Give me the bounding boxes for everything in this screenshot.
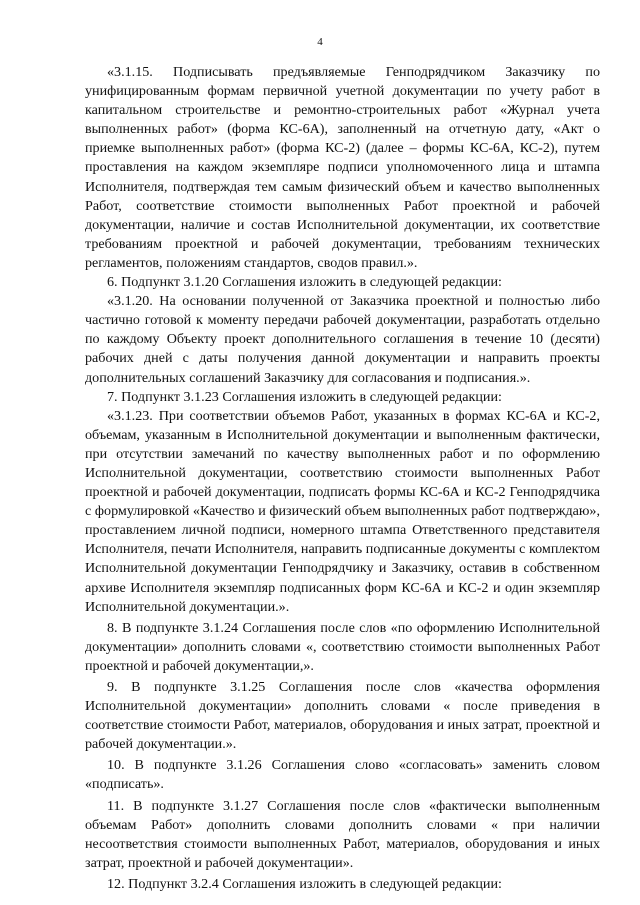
document-body bbox=[85, 63, 600, 894]
paragraph-item-12: 12. Подпункт 3.2.4 Соглашения изложить в следующей редакции: bbox=[107, 875, 502, 892]
paragraph-item-11: 11. В подпункте 3.1.27 Соглашения после слов «фактически выполненным объемам Работ» дополнить словами дополнить словами « при наличии несоответствия стоимости выполненных Работ, материалов, оборудования и иных затрат, проектной и рабочей документации». bbox=[85, 797, 600, 871]
page-number: 4 bbox=[317, 36, 323, 48]
paragraph-3-1-15: «3.1.15. Подписывать предъявляемые Генподрядчиком Заказчику по унифицированным формам первичной учетной документации по учету работ в капитальном строительстве и ремонтно-строительных работ «Журнал учета выполненных работ» (форма КС-6А), заполненный на отчетную дату, «Акт о приемке выполненных работ» (форма КС-2) (далее – формы КС-6А, КС-2), путем проставления на каждом экземпляре подписи уполномоченного лица и штампа Исполнителя, подтверждая тем самым физический объем и качество выполненных Работ, соответствие стоимости выполненных Работ проектной и рабочей документации, наличие и состав Исполнительной документации, их соответствие требованиям проектной и рабочей документации, требованиям технических регламентов, положениям стандартов, сводов правил.». bbox=[85, 64, 600, 271]
paragraph-item-10: 10. В подпункте 3.1.26 Соглашения слово «согласовать» заменить словом «подписать». bbox=[85, 757, 600, 793]
paragraph-item-8: 8. В подпункте 3.1.24 Соглашения после слов «по оформлению Исполнительной документации» дополнить словами «, соответствию стоимости выполненных Работ проектной и рабочей документации,». bbox=[85, 619, 600, 674]
paragraph-item-7: 7. Подпункт 3.1.23 Соглашения изложить в следующей редакции: bbox=[107, 388, 502, 405]
paragraph-item-9: 9. В подпункте 3.1.25 Соглашения после слов «качества оформления Исполнительной документации» дополнить словами « после приведения в соответствие стоимости Работ, материалов, оборудования и иных затрат, проектной и рабочей документации.». bbox=[85, 679, 600, 753]
paragraph-3-1-20: «3.1.20. На основании полученной от Заказчика проектной и полностью либо частично готовой к моменту передачи рабочей документации, разработать отдельно по каждому Объекту проект дополнительного соглашения в течение 10 (десяти) рабочих дней с даты получения данной документации и направить проекты дополнительных соглашений Заказчику для согласования и подписания.». bbox=[85, 293, 600, 386]
paragraph-3-1-23: «3.1.23. При соответствии объемов Работ, указанных в формах КС-6А и КС-2, объемам, указанным в Исполнительной документации и выполненным фактически, при отсутствии замечаний по качеству выполненных работ и по оформлению Исполнительной документации, соответствию стоимости выполненных Работ проектной и рабочей документации, подписать формы КС-6А и КС-2 Генподрядчика с формулировкой «Качество и физический объем выполненных работ подтверждаю», проставлением личной подписи, номерного штампа Ответственного представителя Исполнителя, печати Исполнителя, направить подписанные документы с комплектом Исполнительной документации Генподрядчику и Заказчику, оставив в собственном архиве Исполнителя экземпляр подписанных форм КС-6А и КС-2 и один экземпляр Исполнительной документации.». bbox=[85, 407, 600, 615]
paragraph-item-6: 6. Подпункт 3.1.20 Соглашения изложить в следующей редакции: bbox=[107, 274, 502, 291]
